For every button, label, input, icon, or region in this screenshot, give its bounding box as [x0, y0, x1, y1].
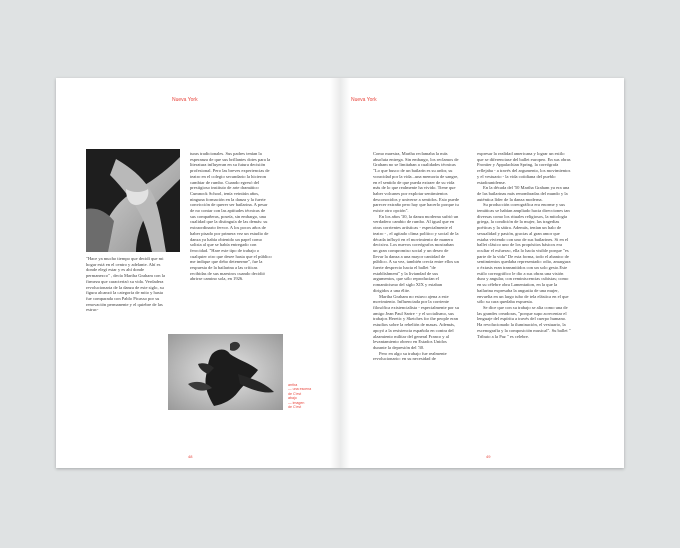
- right-column-1: [373, 151, 459, 362]
- caption-line: — imagen: [288, 400, 305, 405]
- left-column-1: [86, 256, 166, 313]
- caption-line: abajo: [288, 396, 297, 401]
- right-col2-paragraph: expresar la realidad americana y lograr un estilo que se diferenciase del ballet europeo. En sus obras Frontier y Appalachian Spring, la coreógrafa reflejaba - a través del argumento, los movimientos y el vestuario - la vida cotidiana del pueblo estadounidense.: [477, 151, 571, 185]
- dancer-arms-photo: [86, 149, 180, 252]
- dancer-leap-photo: [168, 334, 283, 410]
- caption-line: de C'est: [288, 405, 302, 410]
- left-column-2: [190, 151, 272, 282]
- left-running-head: Nueva York: [172, 97, 198, 103]
- caption-line: — una escena: [288, 387, 312, 392]
- right-col1-paragraph: Martha Graham no estuvo ajena a este movimiento. Influenciada por la corriente filosófica existencialista - especialmente por su amigo Jean Paul Sartre - y el socialismo, sus trabajos Heretic y Sketches for the people eran estudios sobre la rebelión de masas. Además, apoyó a la resistencia española en contra del alzamiento militar del general Franco y al levantamiento obrero en Estados Unidos durante la depresión del '30.: [373, 293, 459, 350]
- dancer-leap-illustration: [168, 334, 283, 410]
- right-col2-paragraph: Su producción coreográfica era enorme y sus temáticas se habían ampliado hacia direcciones tan diversas como los rituales religiosos, la mitología griega, la condición de la mujer, las tragedias poéticas y la sátira. Además, tenían un halo de sexualidad y pasión, gracias al gran amor que estaba viviendo con uno de sus bailarines. Si en el ballet clásico uno de los propósitos básicos era ocultar el esfuerzo, ella lo hacía visible porque "es parte de la vida" De esta forma, todo el abanico de sentimientos quedaba representado: odio, amargura o éxtasis eran transmitidos con un solo gesto.Este estilo coreográfico le dio a sus obras una visión dura y angular, con reminiscencias cubistas; como en su célebre obra Lamentation, en la que la bailarina expresaba la angustia de una mujer, envuelta en un largo tubo de tela elástica en el que sólo su cara quedaba expuesta.: [477, 202, 571, 305]
- left-page: [56, 78, 340, 468]
- left-folio: 48: [188, 454, 193, 459]
- left-col1-paragraph: "Hace ya mucho tiempo que decidí que mi hogar está en el centro y adelante. Ahí es donde elegí estar y es ahí donde permanezco" , decía Martha Graham con la firmeza que caracterizó su vida. Verdadera revolucionaria de la danza de este siglo, su figura alcanzó la categoría de mito y hasta fue comparada con Pablo Picasso por su renovación permanente y el quiebre de las estruc-: [86, 256, 165, 313]
- book-spread: [56, 78, 624, 468]
- right-col2-paragraph: En la década del '50 Martha Graham ya era una de las bailarinas más renombradas del mundo y la auténtica líder de la danza moderna.: [477, 185, 570, 202]
- right-col2-paragraph: Se dice que con su trabajo se alia como una de las grandes creadoras, "porque supo acrecentar el lenguaje del espíritu a través del cuerpo humano. Ha revolucionado la iluminación, el vestuario, la escenografía y la composición musical". Su ballet " Tributo a la Paz " es celebre.: [477, 304, 571, 339]
- right-page: [340, 78, 624, 468]
- dancer-arms-illustration: [86, 149, 180, 252]
- left-col2-paragraph: turas tradicionales. Sus padres tenían la esperanza de que sus brillantes dotes para la literatura influyeran en su futura decisión profesional. Pero las breves experiencias de teatro en el colegio secundario la hicieron cambiar de rumbo. Cuando egresó del prestigioso instituto de arte dramático Cumnock School, tenía veintiún años, ninguna formación en la danza y la fuerte convicción de querer ser bailarina. A pesar de no contar con las aptitudes técnicas de sus compañeras, poseía, sin embargo, una cualidad que la distinguía de las demás: su extraordinario fervor. A los pocos años de haber pisado por primera vez un estudio de danza ya había obtenido un papel como solista al que se había entregado con ferocidad. "Hare este tipo de trabajo o cualquier otro que desee hasta que el público me indique que debo detenerme", fue la respuesta de la bailarina a las críticas recibidas de sus maestros cuando decidió abrirse camino sola, en 1926.: [190, 151, 272, 282]
- right-running-head: Nueva York: [351, 97, 377, 103]
- caption-line: arriba: [288, 383, 298, 387]
- photo-caption: [288, 383, 311, 409]
- caption-line: de C'est: [288, 391, 302, 396]
- right-col1-paragraph: Pero en algo su trabajo fue realmente revolucionario: en su necesidad de: [373, 350, 447, 362]
- right-col1-paragraph: Como maestra, Martha reclamaba la más absoluta entrega. Sin embargo, los reclamos de Graham no se limitaban a cualidades técnicas "Lo que busco de un bailarín es su ardor, su voracidad por la vida...una memoria de sangre, en el sentido de que pueda extraer de su vida más de lo que realmente ha vivido. Tiene que haber volcanes por explotar sentimientos desconocidos y universe a sentidos. Esto puede parecer extraño pero hay que hacerlo porque tu existe otro opción".: [373, 151, 459, 214]
- right-column-2: [477, 151, 571, 339]
- right-col1-paragraph: En los años '30, la danza moderna sufrió un verdadero cambio de rumbo. Al igual que en otras corrientes artísticas - especialmente el teatro - , el agitado clima político y social de la década influyó en el movimiento de manera decisiva. Los nuevos coreógrafos mostraban un gran compromiso social y un deseo de llevar la danza a una mayor cantidad de público. A su vez, también crecía entre ellos un fuerte desprecio hacia el ballet "de establishment" y la liviandad de sus argumentos, que sólo reproducían el romanticismo del siglo XIX y estaban dirigidos a una élite.: [373, 213, 459, 293]
- right-folio: 49: [486, 454, 491, 459]
